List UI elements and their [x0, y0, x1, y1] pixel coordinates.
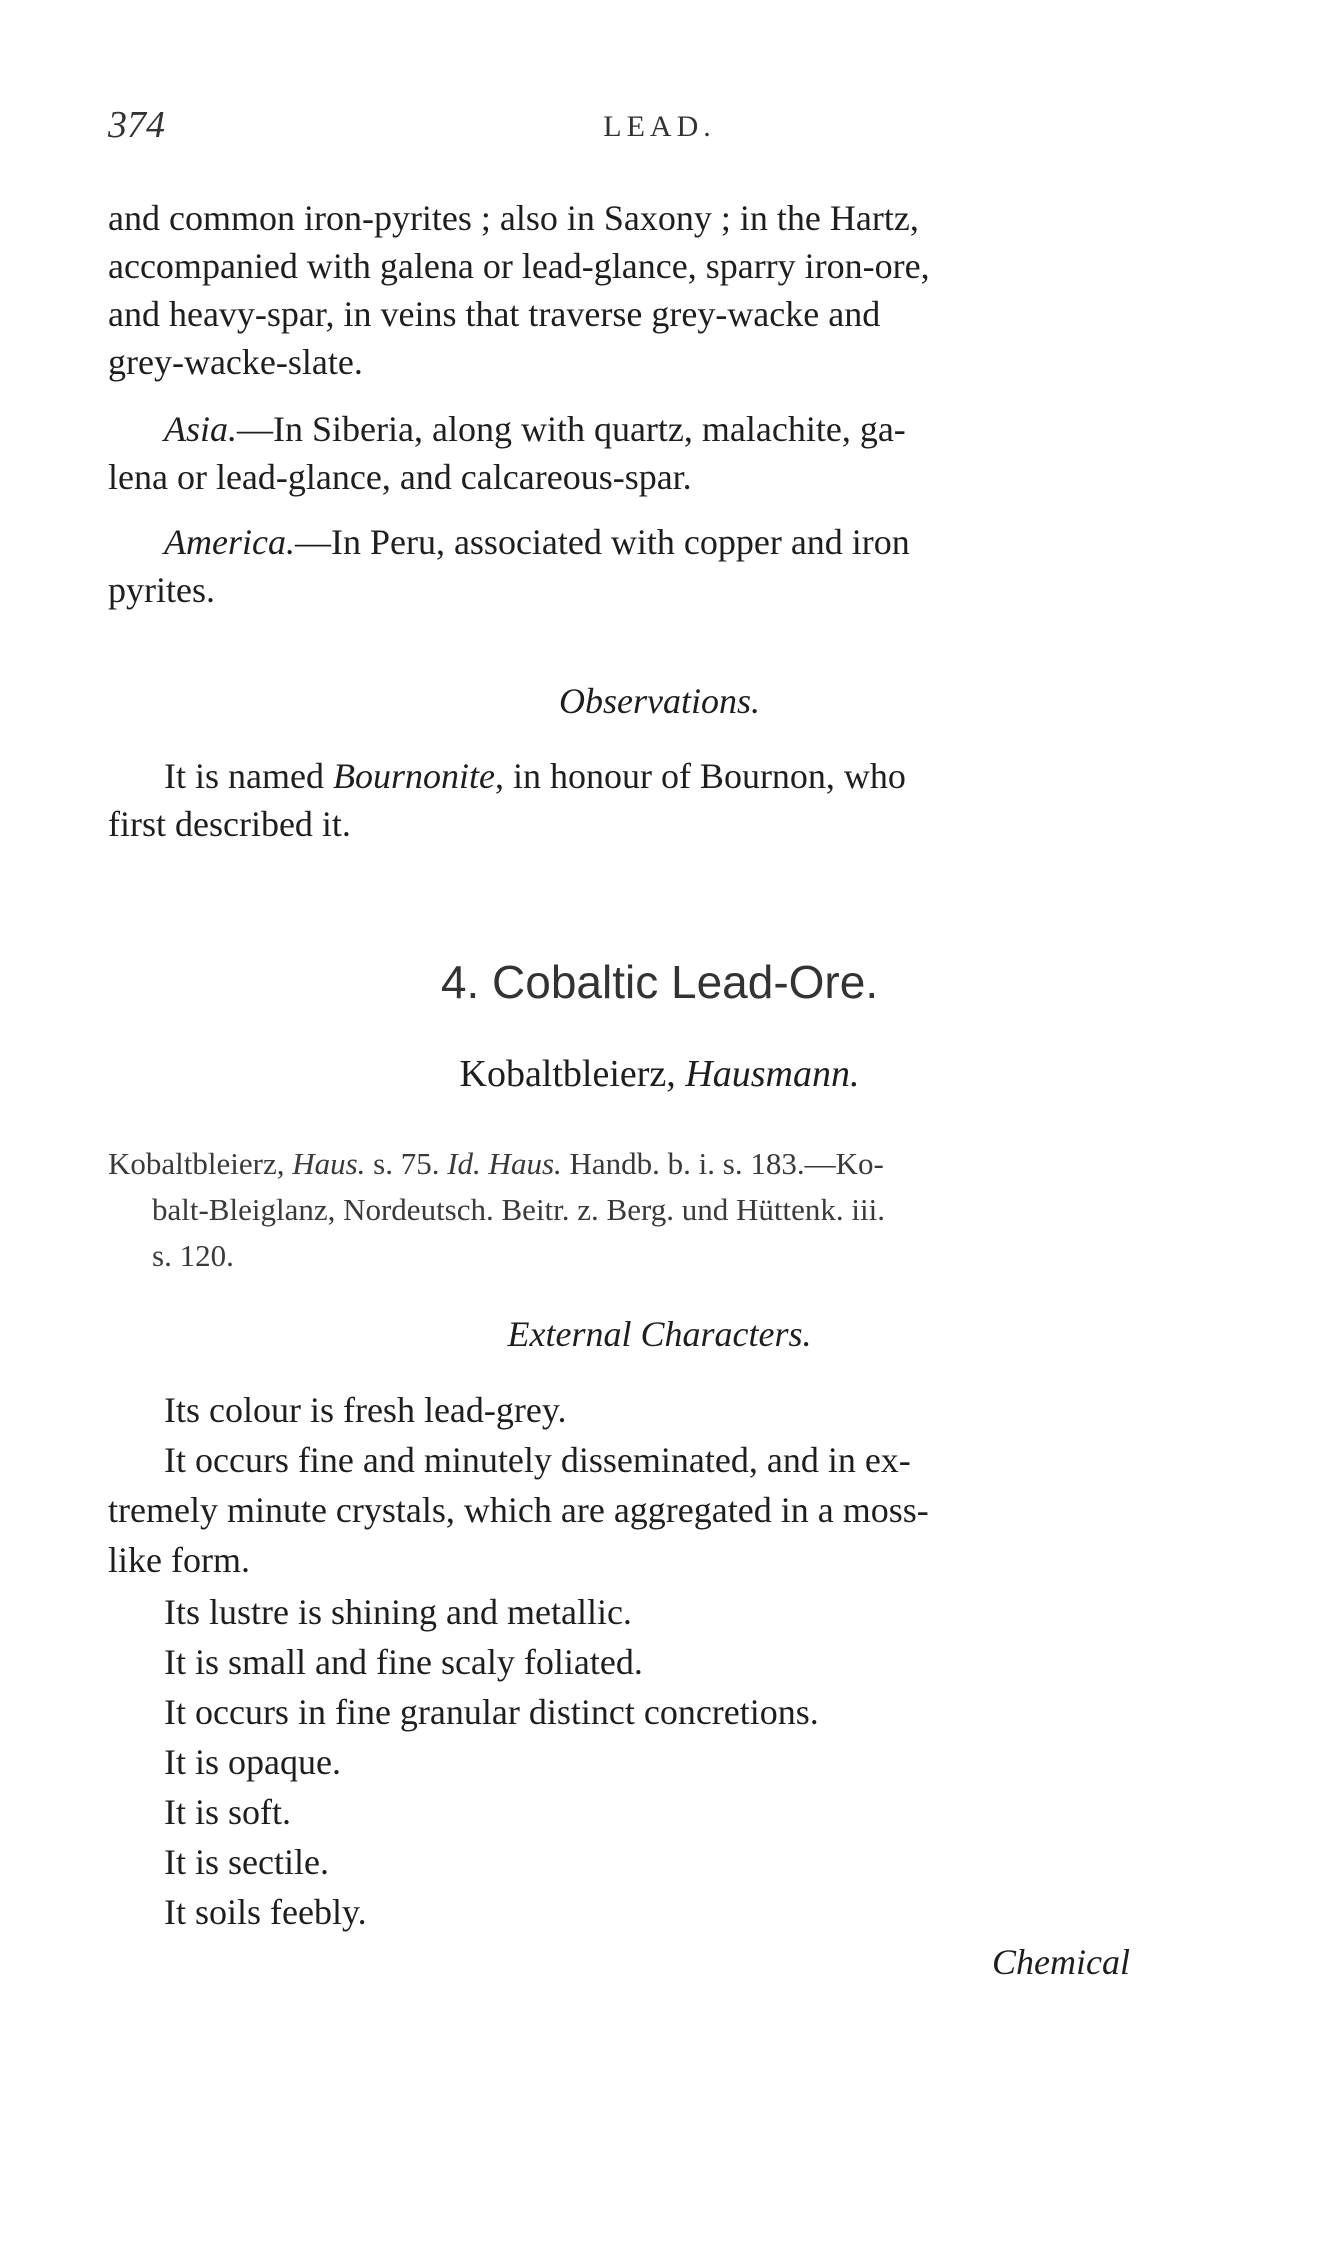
subheading-name: Kobaltbleierz, — [459, 1053, 686, 1095]
text-line: It occurs in fine granular distinct concretions. — [164, 1692, 819, 1732]
syn-text: Handb. b. i. s. 183.—Ko- — [561, 1146, 884, 1181]
america-text: —In Peru, associated with copper and iron — [294, 522, 910, 562]
text-line: like form. — [108, 1540, 250, 1580]
asia-paragraph — [164, 408, 906, 450]
text-line: It is soft. — [164, 1792, 292, 1832]
syn-ref: Id. Haus. — [447, 1146, 562, 1181]
text-line: It soils feebly. — [164, 1892, 367, 1932]
catchword: Chemical — [992, 1942, 1130, 1982]
text-line: and common iron-pyrites ; also in Saxony ; in the Hartz, — [108, 198, 919, 238]
synonymy-line: s. 120. — [152, 1238, 234, 1273]
text-line: grey-wacke-slate. — [108, 342, 363, 382]
synonymy-line: balt-Bleiglanz, Nordeutsch. Beitr. z. Berg. und Hüttenk. iii. — [152, 1192, 885, 1227]
text-line: Its lustre is shining and metallic. — [164, 1592, 632, 1632]
text-line: Its colour is fresh lead-grey. — [164, 1390, 567, 1430]
running-head: LEAD. — [603, 110, 716, 143]
observations-paragraph — [164, 755, 906, 797]
obs-text: It is named — [164, 756, 333, 796]
section-heading: 4. Cobaltic Lead-Ore. — [440, 956, 879, 1008]
mineral-name: Bournonite — [332, 756, 495, 796]
section-subheading — [0, 1052, 1319, 1096]
asia-text: —In Siberia, along with quartz, malachite, ga- — [237, 409, 906, 449]
subheading-author: Hausmann. — [685, 1053, 860, 1095]
text-line: tremely minute crystals, which are aggregated in a moss- — [108, 1490, 929, 1530]
syn-text: Kobaltbleierz, — [108, 1146, 293, 1181]
text-line: It is sectile. — [164, 1842, 329, 1882]
region-label-america: America. — [164, 522, 295, 562]
observations-heading: Observations. — [559, 681, 760, 721]
text-line: accompanied with galena or lead-glance, sparry iron-ore, — [108, 246, 930, 286]
page-number: 374 — [108, 104, 165, 146]
syn-ref: Haus. — [292, 1146, 366, 1181]
external-characters-heading: External Characters. — [507, 1314, 812, 1354]
text-line: It is opaque. — [164, 1742, 341, 1782]
obs-text: , in honour of Bournon, who — [494, 756, 906, 796]
text-line: lena or lead-glance, and calcareous-spar. — [108, 457, 692, 497]
text-line: pyrites. — [108, 570, 215, 610]
syn-text: s. 75. — [365, 1146, 448, 1181]
region-label-asia: Asia. — [164, 409, 238, 449]
text-line: It is small and fine scaly foliated. — [164, 1642, 643, 1682]
text-line: first described it. — [108, 804, 351, 844]
synonymy-line — [108, 1146, 884, 1182]
text-line: It occurs fine and minutely disseminated, and in ex- — [164, 1440, 911, 1480]
text-line: and heavy-spar, in veins that traverse grey-wacke and — [108, 294, 881, 334]
america-paragraph — [164, 521, 910, 563]
